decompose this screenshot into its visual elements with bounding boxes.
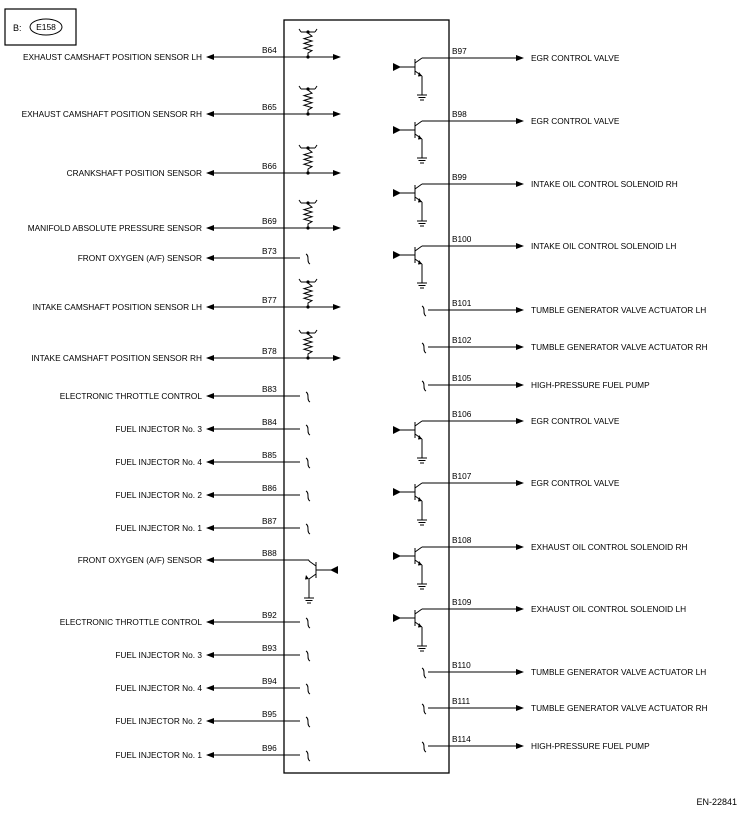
- wavy-break-mark: [306, 524, 310, 534]
- left-pin-label: INTAKE CAMSHAFT POSITION SENSOR LH: [32, 302, 202, 312]
- transistor-icon: [393, 547, 449, 589]
- left-pin-b87: [115, 516, 310, 534]
- ground-icon: [417, 212, 427, 226]
- signal-arrow: [516, 243, 524, 249]
- collector: [415, 609, 422, 614]
- supply-tick: [299, 29, 301, 32]
- right-pin-label: EXHAUST OIL CONTROL SOLENOID LH: [531, 604, 687, 614]
- left-pin-number: B85: [262, 450, 277, 460]
- input-arrow: [333, 225, 341, 231]
- signal-arrow: [516, 418, 524, 424]
- left-pin-b84: [115, 417, 310, 435]
- right-pin-label: EXHAUST OIL CONTROL SOLENOID RH: [531, 542, 688, 552]
- signal-arrow: [516, 669, 524, 675]
- right-pin-b102: [422, 335, 708, 353]
- resistor: [304, 90, 312, 114]
- ground-icon: [417, 637, 427, 651]
- left-pin-number: B88: [262, 548, 277, 558]
- right-pin-label: HIGH-PRESSURE FUEL PUMP: [531, 741, 650, 751]
- transistor-icon: [393, 609, 449, 651]
- signal-arrow: [516, 382, 524, 388]
- signal-arrow: [516, 743, 524, 749]
- right-pin-b97: [393, 46, 620, 100]
- emitter-arrow: [418, 623, 422, 628]
- left-pin-label: FRONT OXYGEN (A/F) SENSOR: [77, 555, 202, 565]
- left-pin-b77: [33, 279, 341, 312]
- right-pin-b106: [393, 409, 620, 463]
- wavy-break-mark: [306, 651, 310, 661]
- wavy-break-mark: [306, 458, 310, 468]
- ground-icon: [417, 149, 427, 163]
- signal-arrow: [516, 544, 524, 550]
- emitter-arrow: [418, 198, 422, 203]
- supply-tick: [315, 145, 317, 148]
- transistor-icon: [393, 58, 449, 100]
- collector: [415, 121, 422, 126]
- right-pin-number: B105: [452, 373, 472, 383]
- left-pin-label: FUEL INJECTOR No. 4: [115, 457, 202, 467]
- emitter-arrow: [418, 435, 422, 440]
- right-pin-number: B101: [452, 298, 472, 308]
- right-pin-number: B106: [452, 409, 472, 419]
- collector: [415, 184, 422, 189]
- right-pin-number: B102: [452, 335, 472, 345]
- left-pin-number: B92: [262, 610, 277, 620]
- right-pin-number: B100: [452, 234, 472, 244]
- left-pin-label: FUEL INJECTOR No. 1: [115, 750, 202, 760]
- right-pin-b114: [422, 734, 650, 752]
- right-pin-label: EGR CONTROL VALVE: [531, 478, 620, 488]
- emitter-arrow: [418, 497, 422, 502]
- drive-arrow: [393, 488, 401, 496]
- supply-tick: [299, 145, 301, 148]
- left-pin-number: B66: [262, 161, 277, 171]
- left-pin-label: CRANKSHAFT POSITION SENSOR: [66, 168, 202, 178]
- signal-arrow: [516, 606, 524, 612]
- collector: [415, 58, 422, 63]
- right-pin-number: B99: [452, 172, 467, 182]
- right-pin-label: TUMBLE GENERATOR VALVE ACTUATOR RH: [531, 342, 708, 352]
- left-pin-group: [22, 29, 341, 761]
- signal-arrow: [516, 181, 524, 187]
- signal-arrow: [516, 55, 524, 61]
- right-pin-label: EGR CONTROL VALVE: [531, 116, 620, 126]
- pullup-resistor-icon: [284, 145, 341, 176]
- right-pin-label: INTAKE OIL CONTROL SOLENOID RH: [531, 179, 678, 189]
- wavy-break-mark: [306, 684, 310, 694]
- pullup-resistor-icon: [284, 279, 341, 310]
- left-pin-b73: [78, 246, 310, 264]
- left-pin-label: FUEL INJECTOR No. 3: [115, 424, 202, 434]
- ground-icon: [304, 589, 314, 603]
- right-pin-b111: [422, 696, 708, 714]
- right-pin-number: B98: [452, 109, 467, 119]
- transistor-icon: [393, 483, 449, 525]
- supply-tick: [299, 330, 301, 333]
- right-pin-number: B107: [452, 471, 472, 481]
- emitter-arrow: [418, 260, 422, 265]
- supply-tick: [315, 86, 317, 89]
- left-pin-number: B69: [262, 216, 277, 226]
- drive-arrow: [393, 614, 401, 622]
- left-pin-number: B64: [262, 45, 277, 55]
- ground-icon: [417, 575, 427, 589]
- resistor: [304, 334, 312, 358]
- emitter-arrow: [305, 575, 309, 580]
- left-pin-label: MANIFOLD ABSOLUTE PRESSURE SENSOR: [27, 223, 202, 233]
- left-pin-b88: [78, 548, 338, 603]
- transistor-icon: [284, 560, 338, 603]
- left-pin-number: B77: [262, 295, 277, 305]
- right-pin-b108: [393, 535, 687, 589]
- resistor: [304, 283, 312, 307]
- ground-icon: [417, 274, 427, 288]
- left-pin-number: B95: [262, 709, 277, 719]
- left-pin-number: B65: [262, 102, 277, 112]
- wavy-break-mark: [422, 742, 426, 752]
- left-pin-b93: [115, 643, 310, 661]
- left-pin-number: B87: [262, 516, 277, 526]
- signal-arrow: [516, 705, 524, 711]
- left-pin-number: B94: [262, 676, 277, 686]
- right-pin-b110: [422, 660, 706, 678]
- left-pin-b78: [31, 330, 341, 363]
- left-pin-number: B73: [262, 246, 277, 256]
- pullup-resistor-icon: [284, 86, 341, 117]
- right-pin-number: B109: [452, 597, 472, 607]
- left-pin-number: B86: [262, 483, 277, 493]
- right-pin-label: TUMBLE GENERATOR VALVE ACTUATOR RH: [531, 703, 708, 713]
- right-pin-b109: [393, 597, 686, 651]
- ground-icon: [417, 511, 427, 525]
- left-pin-label: EXHAUST CAMSHAFT POSITION SENSOR LH: [22, 52, 202, 62]
- drive-arrow: [393, 552, 401, 560]
- right-pin-label: EGR CONTROL VALVE: [531, 53, 620, 63]
- supply-tick: [299, 86, 301, 89]
- left-pin-number: B96: [262, 743, 277, 753]
- right-pin-b100: [393, 234, 676, 288]
- supply-tick: [299, 200, 301, 203]
- input-arrow: [333, 54, 341, 60]
- right-pin-label: INTAKE OIL CONTROL SOLENOID LH: [531, 241, 677, 251]
- left-pin-b95: [115, 709, 310, 727]
- left-pin-b69: [28, 200, 341, 233]
- left-pin-label: FUEL INJECTOR No. 4: [115, 683, 202, 693]
- right-pin-b107: [393, 471, 620, 525]
- left-pin-b66: [67, 145, 341, 178]
- wavy-break-mark: [306, 392, 310, 402]
- collector: [309, 561, 316, 566]
- left-pin-b94: [115, 676, 310, 694]
- drive-arrow: [393, 189, 401, 197]
- right-pin-b98: [393, 109, 620, 163]
- collector: [415, 547, 422, 552]
- left-pin-b96: [115, 743, 310, 761]
- collector: [415, 246, 422, 251]
- left-pin-b85: [115, 450, 310, 468]
- right-pin-label: TUMBLE GENERATOR VALVE ACTUATOR LH: [531, 667, 707, 677]
- left-pin-label: ELECTRONIC THROTTLE CONTROL: [59, 391, 202, 401]
- collector: [415, 483, 422, 488]
- wavy-break-mark: [306, 425, 310, 435]
- right-pin-b101: [422, 298, 706, 316]
- left-pin-label: ELECTRONIC THROTTLE CONTROL: [59, 617, 202, 627]
- left-pin-b92: [60, 610, 310, 628]
- left-pin-number: B83: [262, 384, 277, 394]
- left-pin-label: FUEL INJECTOR No. 3: [115, 650, 202, 660]
- connector-prefix: B:: [13, 23, 22, 33]
- right-pin-b99: [393, 172, 678, 226]
- right-pin-number: B110: [452, 660, 471, 670]
- signal-arrow: [516, 480, 524, 486]
- left-pin-b65: [22, 86, 341, 119]
- ground-icon: [417, 86, 427, 100]
- signal-arrow: [516, 307, 524, 313]
- wavy-break-mark: [422, 704, 426, 714]
- supply-tick: [315, 200, 317, 203]
- wavy-break-mark: [422, 306, 426, 316]
- wavy-break-mark: [306, 751, 310, 761]
- drive-arrow: [393, 126, 401, 134]
- connector-badge: [5, 9, 76, 45]
- collector: [415, 421, 422, 426]
- resistor: [304, 204, 312, 228]
- supply-tick: [315, 279, 317, 282]
- right-pin-number: B114: [452, 734, 471, 744]
- right-pin-label: HIGH-PRESSURE FUEL PUMP: [531, 380, 650, 390]
- wavy-break-mark: [422, 343, 426, 353]
- resistor: [304, 33, 312, 57]
- pullup-resistor-icon: [284, 200, 341, 231]
- left-pin-number: B84: [262, 417, 277, 427]
- left-pin-label: FRONT OXYGEN (A/F) SENSOR: [77, 253, 202, 263]
- right-pin-label: TUMBLE GENERATOR VALVE ACTUATOR LH: [531, 305, 707, 315]
- left-pin-label: FUEL INJECTOR No. 1: [115, 523, 202, 533]
- right-pin-number: B111: [452, 696, 471, 706]
- wavy-break-mark: [306, 491, 310, 501]
- transistor-icon: [393, 121, 449, 163]
- input-arrow: [333, 170, 341, 176]
- emitter-arrow: [418, 561, 422, 566]
- left-pin-label: FUEL INJECTOR No. 2: [115, 716, 202, 726]
- right-pin-group: [393, 46, 708, 752]
- connector-id: E158: [36, 22, 56, 32]
- input-arrow: [333, 111, 341, 117]
- pullup-resistor-icon: [284, 330, 341, 361]
- supply-tick: [315, 330, 317, 333]
- right-pin-b105: [422, 373, 650, 391]
- left-pin-number: B78: [262, 346, 277, 356]
- supply-tick: [299, 279, 301, 282]
- right-pin-number: B97: [452, 46, 467, 56]
- drive-arrow: [393, 251, 401, 259]
- input-arrow: [333, 355, 341, 361]
- footer-code: EN-22841: [696, 797, 737, 807]
- emitter-arrow: [418, 135, 422, 140]
- wavy-break-mark: [306, 717, 310, 727]
- right-pin-label: EGR CONTROL VALVE: [531, 416, 620, 426]
- transistor-icon: [393, 246, 449, 288]
- left-pin-label: EXHAUST CAMSHAFT POSITION SENSOR RH: [21, 109, 202, 119]
- signal-arrow: [516, 344, 524, 350]
- wavy-break-mark: [422, 668, 426, 678]
- left-pin-b83: [60, 384, 310, 402]
- drive-arrow: [393, 63, 401, 71]
- drive-arrow: [393, 426, 401, 434]
- wavy-break-mark: [306, 254, 310, 264]
- wavy-break-mark: [422, 381, 426, 391]
- emitter: [309, 574, 316, 579]
- supply-tick: [315, 29, 317, 32]
- left-pin-number: B93: [262, 643, 277, 653]
- left-pin-label: FUEL INJECTOR No. 2: [115, 490, 202, 500]
- left-pin-label: INTAKE CAMSHAFT POSITION SENSOR RH: [31, 353, 202, 363]
- drive-arrow: [330, 566, 338, 574]
- signal-arrow: [516, 118, 524, 124]
- transistor-icon: [393, 184, 449, 226]
- transistor-icon: [393, 421, 449, 463]
- emitter-arrow: [418, 72, 422, 77]
- pullup-resistor-icon: [284, 29, 341, 60]
- input-arrow: [333, 304, 341, 310]
- wavy-break-mark: [306, 618, 310, 628]
- resistor: [304, 149, 312, 173]
- ground-icon: [417, 449, 427, 463]
- left-pin-b86: [115, 483, 310, 501]
- right-pin-number: B108: [452, 535, 472, 545]
